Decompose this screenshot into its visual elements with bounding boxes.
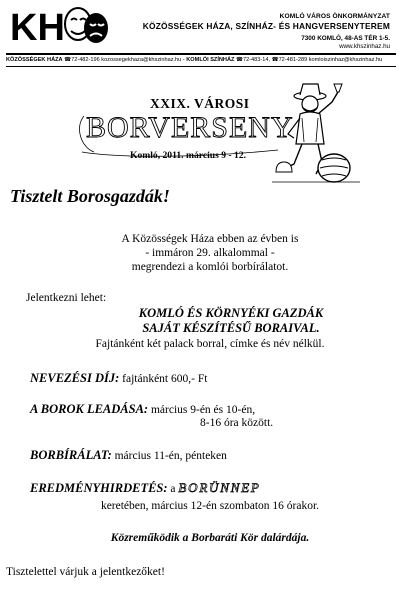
delivery-label: A BOROK LEADÁSA:: [30, 402, 149, 416]
theatre-masks-icon: [65, 8, 108, 43]
contact-bar: KÖZÖSSÉGEK HÁZA ☎72-482-196 kozossegekhaza@khszinhaz.hu - KOMLÓI SZÍNHÁZ ☎72-483-14, ☎72-481-289 komloiszinhaz@khszinhaz.hu: [6, 57, 383, 63]
header-divider: [6, 53, 396, 55]
phone-icon: ☎: [64, 57, 72, 63]
banner-date: Komló, 2011. március 9 - 12.: [130, 150, 247, 161]
contact-b: 72-483-14,: [242, 57, 271, 63]
closing: Tisztelettel várjuk a jelentkezőket!: [6, 566, 165, 578]
org-website[interactable]: www.khszinhaz.hu: [339, 43, 390, 50]
results-row: [30, 480, 261, 496]
apply-bold-2: SAJÁT KÉSZÍTÉSŰ BORAIVAL.: [142, 321, 320, 335]
contact-divider: [6, 66, 396, 67]
contact-b-label: KOMLÓI SZÍNHÁZ: [186, 57, 235, 63]
org-municipality: KOMLÓ VÁROS ÖNKORMÁNYZAT: [279, 13, 390, 20]
contact-a: 72-482-196 kozossegekhaza@khszinhaz.hu: [71, 57, 182, 63]
intro-line-1: A Közösségek Háza ebben az évben is: [121, 233, 299, 245]
results-label: EREDMÉNYHIRDETÉS:: [30, 481, 168, 495]
fax-icon: ☎: [271, 57, 279, 63]
contact-c: 72-481-289 komloiszinhaz@khszinhaz.hu: [278, 57, 383, 63]
fee-label: NEVEZÉSI DÍJ:: [30, 371, 120, 385]
delivery-time: 8-16 óra között.: [200, 417, 274, 429]
intro-line-3: megrendezi a komlói borbírálatot.: [131, 261, 289, 273]
banner-edition: XXIX. VÁROSI: [150, 96, 250, 111]
org-name: KÖZÖSSÉGEK HÁZA, SZÍNHÁZ- ÉS HANGVERSENYTEREM: [142, 21, 390, 31]
intro-line-2: - immáron 29. alkalommal -: [145, 247, 275, 259]
delivery-value: március 9-én és 10-én,: [150, 404, 256, 416]
results-value: keretében, március 12-én szombaton 16 órakor.: [100, 500, 320, 512]
kh-logo: [8, 4, 112, 48]
choir-note: Közreműködik a Borbaráti Kör dalárdája.: [110, 532, 310, 544]
greeting: Tisztelt Borosgazdák!: [10, 186, 170, 206]
winemaker-illustration: [272, 78, 362, 186]
results-event: BORÜNNEP: [178, 480, 261, 495]
banner-title: BORVERSENY: [86, 111, 294, 144]
org-address: 7300 KOMLÓ, 48-AS TÉR 1-5.: [301, 35, 390, 42]
judging-value: március 11-én, pénteken: [114, 450, 227, 462]
apply-note: Fajtánként két palack borral, címke és név nélkül.: [95, 338, 325, 350]
apply-label: Jelentkezni lehet:: [26, 292, 107, 304]
judging-label: BORBÍRÁLAT:: [30, 448, 112, 462]
fee-row: [30, 371, 207, 386]
apply-bold-1: KOMLÓ ÉS KÖRNYÉKI GAZDÁK: [138, 306, 324, 320]
delivery-row: [30, 402, 255, 417]
contact-a-label: KÖZÖSSÉGEK HÁZA: [6, 57, 63, 63]
judging-row: [30, 448, 227, 463]
fee-value: fajtánként 600,- Ft: [122, 373, 208, 385]
logo-letters: KH: [10, 7, 65, 48]
phone-icon: ☎: [236, 57, 243, 63]
results-a: a: [170, 483, 176, 495]
